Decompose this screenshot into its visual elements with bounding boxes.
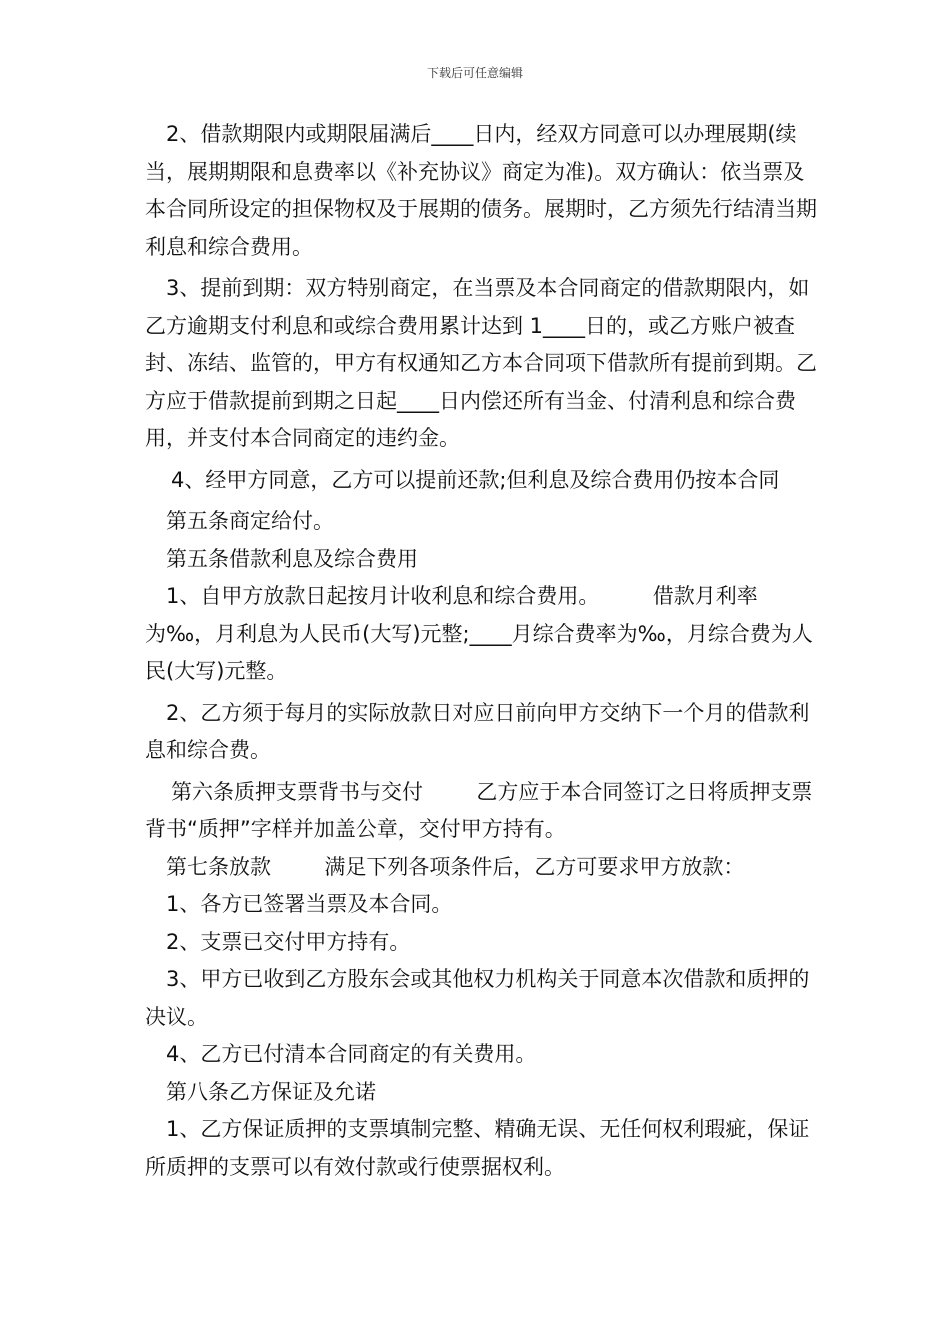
paragraph-article-five-payment: 第五条商定给付。 [166, 509, 334, 533]
paragraph-extension-clause: 2、借款期限内或期限届满后____日内，经双方同意可以办理展期(续当，展期期限和息费率以《补充协议》商定为准)。双方确认：依当票及本合同所设定的担保物权及于展期的债务。展期时，乙方须先行结清当期利息和综合费用。 [145, 122, 817, 259]
paragraph-early-repayment-clause: 4、经甲方同意，乙方可以提前还款;但利息及综合费用仍按本合同 [171, 467, 780, 492]
paragraph-interest-rate-clause: 1、自甲方放款日起按月计收利息和综合费用。 借款月利率为‰，月利息为人民币(大写)元整;____月综合费率为‰，月综合费为人民(大写)元整。 [145, 584, 813, 683]
section-heading-article-eight: 第八条乙方保证及允诺 [166, 1079, 376, 1104]
list-item-condition-1: 1、各方已签署当票及本合同。 [166, 892, 453, 916]
list-item-condition-2: 2、支票已交付甲方持有。 [166, 929, 411, 954]
list-item-condition-3: 3、甲方已收到乙方股东会或其他权力机构关于同意本次借款和质押的决议。 [145, 967, 810, 1029]
document-body [145, 116, 825, 1186]
paragraph-article-seven-disbursement: 第七条放款 满足下列各项条件后，乙方可要求甲方放款： [166, 854, 745, 879]
page-header: 下载后可任意编辑 [426, 66, 523, 80]
list-item-condition-4: 4、乙方已付清本合同商定的有关费用。 [166, 1042, 537, 1066]
paragraph-early-maturity-clause: 3、提前到期：双方特别商定，在当票及本合同商定的借款期限内，如乙方逾期支付利息和或综合费用累计达到 1____日的，或乙方账户被查封、冻结、监管的，甲方有权通知乙方本合同项下借款所有提前到期。乙方应于借款提前到期之日起____日内偿还所有当金、付清利息和综合费用，并支付本合同商定的违约金。 [145, 276, 817, 450]
paragraph-guarantee-clause: 1、乙方保证质押的支票填制完整、精确无误、无任何权利瑕疵，保证所质押的支票可以有效付款或行使票据权利。 [145, 1117, 810, 1179]
section-heading-article-five: 第五条借款利息及综合费用 [166, 546, 418, 571]
paragraph-monthly-payment-clause: 2、乙方须于每月的实际放款日对应日前向甲方交纳下一个月的借款利息和综合费。 [145, 700, 810, 762]
paragraph-article-six-cheque: 第六条质押支票背书与交付 乙方应于本合同签订之日将质押支票背书“质押”字样并加盖公章，交付甲方持有。 [145, 779, 813, 841]
